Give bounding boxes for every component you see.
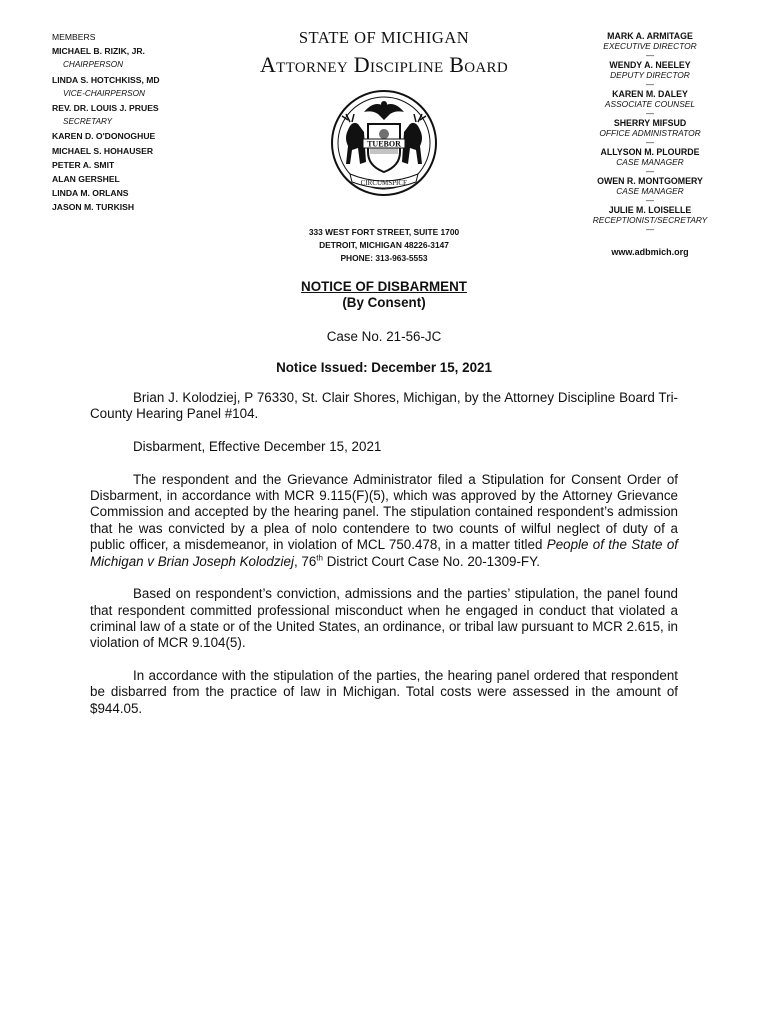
staff-separator: — <box>646 196 654 205</box>
staff-name: OWEN R. MONTGOMERY <box>597 176 703 186</box>
staff-title: ASSOCIATE COUNSEL <box>604 99 696 109</box>
staff-entry <box>560 31 740 60</box>
state-name: STATE OF MICHIGAN <box>298 28 470 47</box>
member-role: SECRETARY <box>63 117 113 127</box>
member-role: VICE-CHAIRPERSON <box>63 88 145 98</box>
staff-name: MARK A. ARMITAGE <box>607 31 693 41</box>
address-line: DETROIT, MICHIGAN 48226-3147 <box>319 240 449 250</box>
staff-entry <box>560 176 740 205</box>
member-name: LINDA M. ORLANS <box>52 188 129 199</box>
letterhead <box>220 28 548 78</box>
staff-name: JULIE M. LOISELLE <box>608 205 692 215</box>
case-number: Case No. 21-56-JC <box>326 329 442 344</box>
seal-motto: CIRCUMSPICE <box>360 179 408 187</box>
paragraph-effective: Disbarment, Effective December 15, 2021 <box>133 439 382 454</box>
member-name: JASON M. TURKISH <box>52 202 135 213</box>
staff-name: WENDY A. NEELEY <box>609 60 691 70</box>
staff-separator: — <box>646 167 654 176</box>
paragraph-text: , 76 <box>293 553 317 569</box>
paragraph-text: District Court Case No. 20-1309-FY. <box>322 553 541 569</box>
issued-date: Notice Issued: December 15, 2021 <box>276 360 492 375</box>
staff-entry <box>560 205 740 234</box>
staff-name: ALLYSON M. PLOURDE <box>600 147 700 157</box>
website-link[interactable]: www.adbmich.org <box>611 247 689 257</box>
paragraph-findings: Based on respondent’s conviction, admissions and the parties’ stipulation, the panel found that respondent committed professional misconduct when he engaged in conduct that violated a criminal law of a state or of the United States, an ordinance, or tribal law pursuant to MCR 2.615, in violation of MCR 9.104(5). <box>90 586 678 651</box>
staff-title: OFFICE ADMINISTRATOR <box>599 128 701 138</box>
staff-separator: — <box>646 51 654 60</box>
member-name: PETER A. SMIT <box>52 159 115 170</box>
staff-entry <box>560 89 740 118</box>
member-name: MICHAEL S. HOHAUSER <box>52 145 154 156</box>
notice-title <box>234 279 534 311</box>
board-name: Attorney Discipline Board <box>259 52 508 77</box>
state-seal-icon <box>330 86 438 200</box>
staff-title: CASE MANAGER <box>616 157 684 167</box>
staff-title: CASE MANAGER <box>616 186 684 196</box>
case-caption: People of the State of Michigan v Brian Joseph Kolodziej <box>90 537 679 569</box>
staff-name: SHERRY MIFSUD <box>613 118 687 128</box>
staff-name: KAREN M. DALEY <box>612 89 688 99</box>
phone-line: PHONE: 313-963-5553 <box>340 253 428 263</box>
notice-heading: NOTICE OF DISBARMENT <box>301 279 467 294</box>
paragraph-text: The respondent and the Grievance Administrator filed a Stipulation for Consent Order of Disbarment, in accordance with MCR 9.115(F)(5), which was approved by the Attorney Grievance Commission and accepted by the hearing panel. The stipulation contained respondent’s admission that he was convicted by a plea of nolo contendere to two counts of wilful neglect of duty of a public officer, a misdemeanor, in violation of MCL 750.478, in a matter titled <box>90 471 678 553</box>
staff-separator: — <box>646 109 654 118</box>
ordinal-suffix: th <box>316 553 323 563</box>
staff-entry <box>560 118 740 147</box>
member-name: MICHAEL B. RIZIK, JR. <box>52 46 145 57</box>
notice-subheading: (By Consent) <box>342 295 426 310</box>
staff-separator: — <box>646 80 654 89</box>
staff-title: DEPUTY DIRECTOR <box>610 70 690 80</box>
member-name: LINDA S. HOTCHKISS, MD <box>52 74 160 85</box>
staff-entry <box>560 60 740 89</box>
staff-separator: — <box>646 138 654 147</box>
staff-title: RECEPTIONIST/SECRETARY <box>592 215 708 225</box>
office-address <box>284 226 484 265</box>
member-role: CHAIRPERSON <box>63 60 124 70</box>
address-line: 333 WEST FORT STREET, SUITE 1700 <box>308 227 460 237</box>
staff-list <box>560 31 740 234</box>
member-name: KAREN D. O'DONOGHUE <box>52 131 156 142</box>
staff-entry <box>560 147 740 176</box>
notice-body <box>90 390 678 733</box>
seal-banner: TUEBOR <box>367 139 401 149</box>
member-name: REV. DR. LOUIS J. PRUES <box>52 103 159 114</box>
members-label: MEMBERS <box>52 32 96 42</box>
staff-separator: — <box>646 225 654 234</box>
paragraph-respondent: Brian J. Kolodziej, P 76330, St. Clair Shores, Michigan, by the Attorney Discipline Board Tri-County Hearing Panel #104. <box>90 390 678 422</box>
staff-title: EXECUTIVE DIRECTOR <box>603 41 697 51</box>
paragraph-order: In accordance with the stipulation of the parties, the hearing panel ordered that respondent be disbarred from the practice of law in Michigan. Total costs were assessed in the amount of $944.05. <box>90 668 678 716</box>
member-name: ALAN GERSHEL <box>52 174 120 185</box>
member-entry <box>52 101 252 129</box>
paragraph-stipulation <box>90 472 678 570</box>
